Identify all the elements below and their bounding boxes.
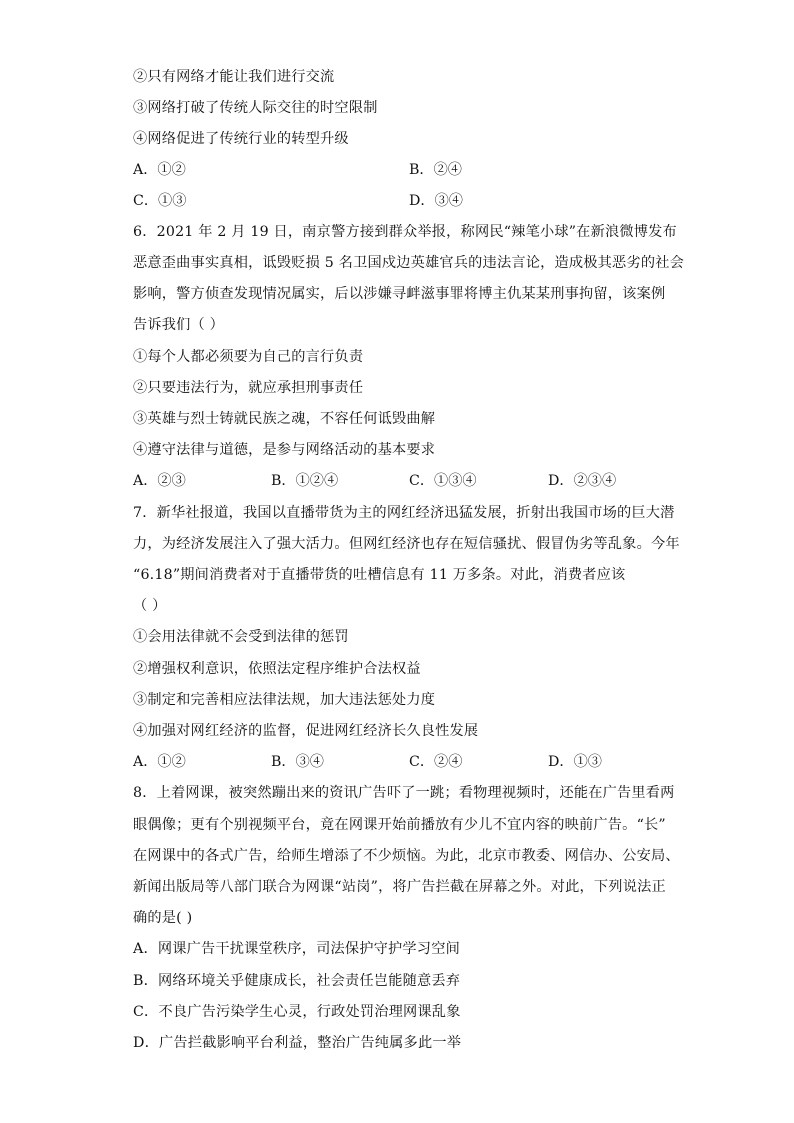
q8-stem-line-1: 8．上着网课，被突然蹦出来的资讯广告吓了一跳；看物理视频时，还能在广告里看两 <box>133 785 675 801</box>
q5-option-a: A．①② <box>133 162 186 178</box>
q8-stem-line-2: 眼偶像；更有个别视频平台，竟在网课开始前播放有少儿不宜内容的映前广告。“长” <box>133 817 666 833</box>
q8-option-c: C．不良广告污染学生心灵，行政处罚治理网课乱象 <box>133 1004 461 1020</box>
q7-option-c: C．②④ <box>409 754 463 770</box>
q7-stem-line-2: 力，为经济发展注入了强大活力。但网红经济也存在短信骚扰、假冒伪劣等乱象。今年 <box>133 536 680 552</box>
q6-option-d: D．②③④ <box>548 473 617 489</box>
q8-option-a: A．网课广告干扰课堂秩序，司法保护守护学习空间 <box>133 941 460 957</box>
q6-statement-4: ④遵守法律与道德，是参与网络活动的基本要求 <box>133 442 436 458</box>
q6-stem-line-2: 恶意歪曲事实真相，诋毁贬损 5 名卫国戍边英雄官兵的违法言论，造成极其恶劣的社会 <box>133 255 684 271</box>
q7-stem-line-4: （ ） <box>133 598 167 614</box>
q7-option-d: D．①③ <box>548 754 602 770</box>
q8-stem-line-3: 在网课中的各式广告，给师生增添了不少烦恼。为此，北京市教委、网信办、公安局、 <box>133 848 680 864</box>
q6-statement-2: ②只要违法行为，就应承担刑事责任 <box>133 380 364 396</box>
q5-option-c: C．①③ <box>133 193 187 209</box>
q8-stem-line-5: 确的是( ) <box>133 910 193 926</box>
q5-option-d: D．③④ <box>409 193 463 209</box>
q6-option-c: C．①③④ <box>409 473 477 489</box>
q8-option-d: D．广告拦截影响平台利益，整治广告纯属多此一举 <box>133 1035 462 1051</box>
q6-statement-1: ①每个人都必须要为自己的言行负责 <box>133 349 364 365</box>
q7-stem-line-3: “6.18”期间消费者对于直播带货的吐槽信息有 11 万多条。对此，消费者应该 <box>133 567 626 583</box>
q8-option-b: B．网络环境关乎健康成长，社会责任岂能随意丢弃 <box>133 973 461 989</box>
q6-option-a: A．②③ <box>133 473 186 489</box>
q6-stem-line-3: 影响，警方侦查发现情况属实，后以涉嫌寻衅滋事罪将博主仇某某刑事拘留，该案例 <box>133 286 666 302</box>
q5-statement-2: ②只有网络才能让我们进行交流 <box>133 69 335 85</box>
q7-option-b: B．③④ <box>271 754 324 770</box>
q5-option-b: B．②④ <box>409 162 462 178</box>
q8-stem-line-4: 新闻出版局等八部门联合为网课“站岗”，将广告拦截在屏幕之外。对此，下列说法正 <box>133 879 666 895</box>
q5-statement-4: ④网络促进了传统行业的转型升级 <box>133 131 349 147</box>
q7-statement-1: ①会用法律就不会受到法律的惩罚 <box>133 629 349 645</box>
q6-option-b: B．①②④ <box>271 473 339 489</box>
q7-stem-line-1: 7．新华社报道，我国以直播带货为主的网红经济迅猛发展，折射出我国市场的巨大潜 <box>133 505 675 521</box>
q7-statement-2: ②增强权利意识，依照法定程序维护合法权益 <box>133 661 421 677</box>
q7-option-a: A．①② <box>133 754 186 770</box>
q5-statement-3: ③网络打破了传统人际交往的时空限制 <box>133 100 378 116</box>
q7-statement-3: ③制定和完善相应法律法规，加大违法惩处力度 <box>133 692 436 708</box>
q6-statement-3: ③英雄与烈士铸就民族之魂，不容任何诋毁曲解 <box>133 411 436 427</box>
q6-stem-line-4: 告诉我们（ ） <box>133 317 225 333</box>
q6-stem-line-1: 6．2021 年 2 月 19 日，南京警方接到群众举报，称网民“辣笔小球”在新浪微博发布 <box>133 224 677 240</box>
q7-statement-4: ④加强对网红经济的监督，促进网红经济长久良性发展 <box>133 723 479 739</box>
